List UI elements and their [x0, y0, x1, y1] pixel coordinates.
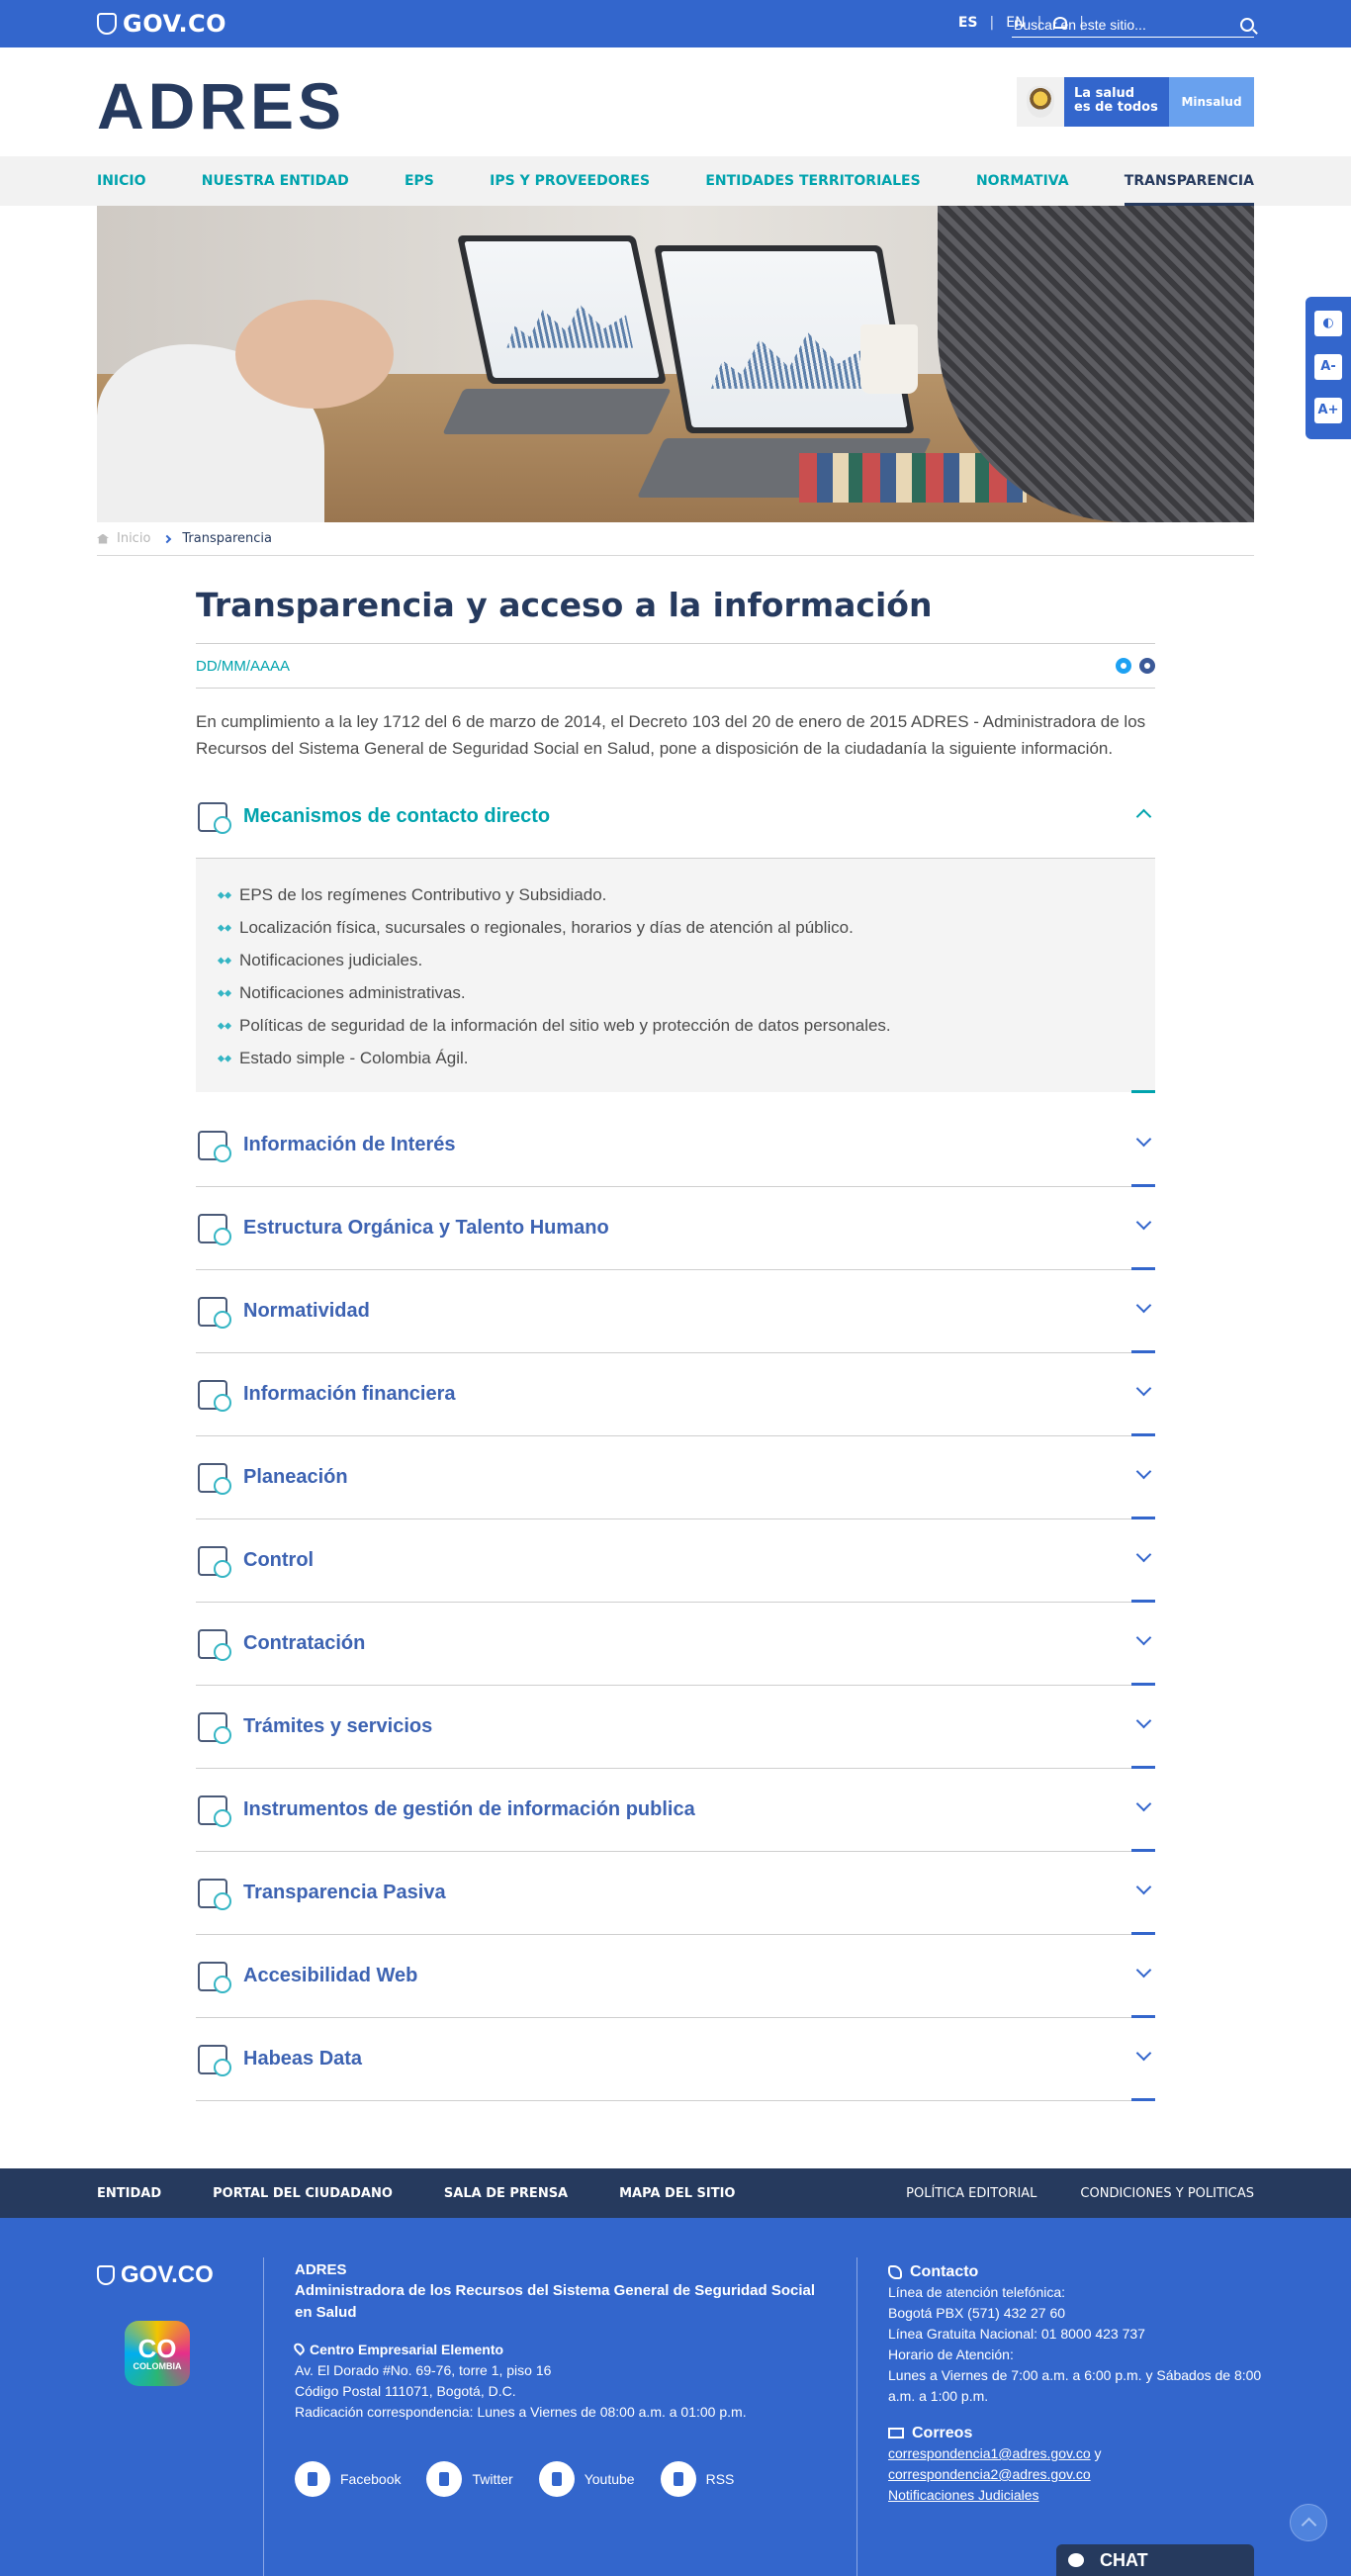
chevron-down-icon [1136, 1963, 1152, 1978]
chevron-down-icon [1136, 1215, 1152, 1231]
org-short-name: ADRES [295, 2261, 347, 2278]
date-share-bar [196, 643, 1155, 689]
chat-bubble-icon [1068, 2553, 1084, 2567]
accordion-header[interactable] [196, 1603, 1155, 1685]
chevron-down-icon [1136, 1381, 1152, 1397]
presentation-icon [196, 1459, 233, 1497]
accessibility-icon [196, 1958, 233, 1995]
contact-line: Línea de atención telefónica: [888, 2284, 1066, 2300]
org-full-name: Administradora de los Recursos del Sistema General de Seguridad Social en Salud [295, 2282, 816, 2321]
breadcrumb-current: Transparencia [182, 531, 272, 546]
money-bag-icon [196, 1376, 233, 1414]
list-item[interactable]: Notificaciones judiciales. [220, 944, 1131, 976]
govco-logo[interactable] [97, 10, 226, 38]
twitter-link[interactable] [426, 2461, 512, 2497]
home-icon [97, 534, 109, 544]
lang-separator: | [1036, 15, 1042, 31]
accordion-label: Mecanismos de contacto directo [243, 805, 551, 827]
magnifier-icon [196, 1875, 233, 1912]
mail-title: Correos [912, 2425, 973, 2441]
social-label: Twitter [472, 2471, 513, 2487]
breadcrumb [97, 522, 1254, 556]
slogan-line1: La salud [1074, 86, 1135, 101]
contact-title: Contacto [910, 2263, 979, 2280]
list-item[interactable]: Localización física, sucursales o regionales, horarios y días de atención al público. [220, 911, 1131, 944]
govco-shield-icon [97, 13, 117, 35]
accordion-label: Transparencia Pasiva [243, 1882, 446, 1903]
accordion-item-tramites [196, 1686, 1155, 1769]
chevron-down-icon [1136, 1796, 1152, 1812]
contract-icon [196, 1625, 233, 1663]
chevron-down-icon [1136, 1464, 1152, 1480]
list-item[interactable]: Estado simple - Colombia Ágil. [220, 1042, 1131, 1074]
search-input[interactable] [1012, 17, 1219, 33]
nav-item-inicio[interactable]: INICIO [97, 173, 146, 189]
accordion-label: Estructura Orgánica y Talento Humano [243, 1217, 609, 1239]
colombia-word: COLOMBIA [133, 2361, 182, 2371]
rss-icon [661, 2461, 696, 2497]
accordion-item-estructura [196, 1187, 1155, 1270]
nav-item-transparencia[interactable]: TRANSPARENCIA [1125, 156, 1254, 206]
lang-separator: | [989, 15, 995, 31]
accordion-label: Información de Interés [243, 1134, 456, 1155]
accordion-label: Contratación [243, 1632, 366, 1654]
colombia-seal-icon [1017, 77, 1064, 127]
site-footer [0, 2218, 1351, 2576]
accordion-item-instrumentos [196, 1769, 1155, 1852]
lang-es-link[interactable]: ES [957, 15, 978, 31]
accordion-label: Información financiera [243, 1383, 456, 1405]
accordion-header[interactable] [196, 1353, 1155, 1435]
page-title: Transparencia y acceso a la información [196, 586, 933, 624]
facebook-share-icon[interactable] [1139, 658, 1155, 674]
org-structure-icon [196, 1210, 233, 1247]
twitter-icon [426, 2461, 462, 2497]
back-to-top-button[interactable] [1290, 2504, 1327, 2541]
social-label: Youtube [584, 2471, 635, 2487]
social-links [295, 2461, 734, 2497]
phone-icon [888, 2265, 902, 2279]
data-protection-icon [196, 2041, 233, 2078]
address-line: Av. El Dorado #No. 69-76, torre 1, piso 16 [295, 2362, 552, 2378]
mail-link-2[interactable] [888, 2466, 1091, 2482]
accordion-label: Habeas Data [243, 2048, 363, 2070]
accordion-header[interactable] [196, 1519, 1155, 1602]
chevron-up-icon [1136, 809, 1152, 825]
social-label: RSS [705, 2471, 735, 2487]
building-icon [196, 1792, 233, 1829]
contact-line: Horario de Atención: [888, 2346, 1014, 2362]
search-icon[interactable] [1240, 18, 1254, 32]
chevron-down-icon [1136, 1630, 1152, 1646]
services-icon [196, 1708, 233, 1746]
nav-item-nuestra-entidad[interactable]: NUESTRA ENTIDAD [201, 173, 349, 189]
footer-link-mapa-sitio[interactable]: MAPA DEL SITIO [619, 2185, 736, 2201]
site-search [1012, 12, 1254, 38]
footer-link-condiciones[interactable]: CONDICIONES Y POLITICAS [1080, 2185, 1254, 2201]
accordion-header[interactable] [196, 1104, 1155, 1186]
accordion-underline [1131, 2098, 1155, 2101]
location-pin-icon [292, 2342, 307, 2356]
minsalud-logo[interactable] [1017, 77, 1254, 127]
lang-separator: | [1079, 15, 1084, 31]
rss-link[interactable] [661, 2461, 735, 2497]
gov-bar [0, 0, 1351, 47]
footer-link-politica-editorial[interactable]: POLÍTICA EDITORIAL [906, 2185, 1037, 2201]
decrease-font-button[interactable]: A- [1314, 354, 1342, 380]
publish-date: DD/MM/AAAA [196, 657, 291, 675]
increase-font-button[interactable]: A+ [1314, 398, 1342, 423]
address-block [295, 2340, 829, 2423]
contact-line: Lunes a Viernes de 7:00 a.m. a 6:00 p.m. y Sábados de 8:00 a.m. a 1:00 p.m. [888, 2367, 1262, 2404]
footer-govco-logo[interactable] [97, 2261, 214, 2289]
notificaciones-link-text: Notificaciones Judiciales [888, 2487, 1039, 2503]
accordion-label: Planeación [243, 1466, 348, 1488]
share-buttons [1116, 658, 1155, 674]
accordion-item-habeas-data [196, 2018, 1155, 2101]
nav-item-entidades-territoriales[interactable]: ENTIDADES TERRITORIALES [705, 173, 921, 189]
list-item[interactable]: EPS de los regímenes Contributivo y Subsidiado. [220, 878, 1131, 911]
govco-logo-text: GOV.CO [123, 10, 227, 38]
site-header [0, 47, 1351, 156]
twitter-share-icon[interactable] [1116, 658, 1131, 674]
accordion-header[interactable] [196, 1436, 1155, 1518]
facebook-icon [295, 2461, 330, 2497]
adres-logo-text: ADRES [97, 69, 346, 142]
address-line: Radicación correspondencia: Lunes a Viernes de 08:00 a.m. a 01:00 p.m. [295, 2404, 747, 2420]
mail-and: y [1094, 2445, 1102, 2461]
chat-label: CHAT [1100, 2549, 1148, 2570]
accordion-header[interactable] [196, 2018, 1155, 2100]
main-content [196, 584, 1155, 2101]
footer-link-portal-ciudadano[interactable]: PORTAL DEL CIUDADANO [213, 2185, 393, 2201]
accordion-item-contratacion [196, 1603, 1155, 1686]
govco-shield-icon [97, 2265, 115, 2285]
nav-item-eps[interactable]: EPS [404, 173, 434, 189]
youtube-icon [539, 2461, 575, 2497]
mail-link-1[interactable] [888, 2445, 1091, 2461]
accordion-label: Instrumentos de gestión de información publica [243, 1798, 695, 1820]
social-label: Facebook [340, 2471, 402, 2487]
ministry-name: Minsalud [1169, 77, 1254, 127]
accordion-item-control [196, 1519, 1155, 1603]
accordion-label: Normatividad [243, 1300, 370, 1322]
youtube-link[interactable] [539, 2461, 635, 2497]
chevron-down-icon [1136, 1132, 1152, 1148]
accordion-label: Control [243, 1549, 315, 1571]
accordion-item-informacion-interes [196, 1104, 1155, 1187]
accordion-item-normatividad [196, 1270, 1155, 1353]
footer-govco-text: GOV.CO [121, 2261, 214, 2288]
list-item[interactable]: Políticas de seguridad de la información del sitio web y protección de datos personales. [220, 1009, 1131, 1042]
list-item[interactable]: Notificaciones administrativas. [220, 976, 1131, 1009]
accordion-item-planeacion [196, 1436, 1155, 1519]
mail-icon [888, 2428, 904, 2438]
accordion-header[interactable] [196, 776, 1155, 858]
chevron-down-icon [1136, 1547, 1152, 1563]
footer-link-entidad[interactable]: ENTIDAD [97, 2185, 162, 2201]
transparency-accordion [196, 776, 1155, 2101]
footer-divider [263, 2257, 264, 2576]
slogan-line2: es de todos [1074, 100, 1158, 115]
footer-org-info [295, 2259, 829, 2423]
accordion-header[interactable] [196, 1852, 1155, 1934]
footer-divider [856, 2257, 857, 2576]
chevron-down-icon [1136, 1880, 1152, 1895]
contrast-toggle-button[interactable]: ◐ [1314, 311, 1342, 336]
colombia-logo-text [134, 2336, 182, 2371]
address-title: Centro Empresarial Elemento [310, 2342, 504, 2357]
hero-image [97, 206, 1254, 522]
accordion-label: Accesibilidad Web [243, 1965, 418, 1986]
accessibility-toolbar [1306, 297, 1351, 439]
colombia-co: CO [137, 2334, 177, 2363]
chevron-down-icon [1136, 1298, 1152, 1314]
information-icon [196, 1127, 233, 1164]
notificaciones-link[interactable] [888, 2487, 1039, 2503]
accordion-item-accesibilidad [196, 1935, 1155, 2018]
accordion-header[interactable] [196, 1187, 1155, 1269]
accordion-item-financiera [196, 1353, 1155, 1436]
accordion-header[interactable] [196, 1935, 1155, 2017]
contact-line: Bogotá PBX (571) 432 27 60 [888, 2305, 1066, 2321]
accordion-underline [1131, 1090, 1155, 1093]
mail-block [888, 2423, 1264, 2506]
main-nav [0, 156, 1351, 206]
scales-icon [196, 1293, 233, 1331]
adres-logo[interactable] [97, 69, 346, 142]
accordion-panel [196, 858, 1155, 1092]
chevron-right-icon [163, 534, 171, 542]
facebook-link[interactable] [295, 2461, 401, 2497]
nav-item-ips-proveedores[interactable]: IPS Y PROVEEDORES [490, 173, 651, 189]
footer-contact [888, 2261, 1264, 2506]
mail-link-2-text: correspondencia2@adres.gov.co [888, 2466, 1091, 2482]
nav-item-normativa[interactable]: NORMATIVA [975, 173, 1069, 189]
contact-line: Línea Gratuita Nacional: 01 8000 423 737 [888, 2326, 1145, 2342]
intro-text: En cumplimiento a la ley 1712 del 6 de marzo de 2014, el Decreto 103 del 20 de enero de 2015 ADRES - Administradora de los Recursos del Sistema General de Seguridad Social en Salud, pone a disposición de la ciudadanía la siguiente información. [196, 712, 1146, 758]
address-line: Código Postal 111071, Bogotá, D.C. [295, 2383, 516, 2399]
accordion-item-contacto [196, 776, 1155, 1092]
colombia-brand-logo[interactable] [125, 2321, 190, 2386]
chevron-down-icon [1136, 2046, 1152, 2062]
accordion-header[interactable] [196, 1686, 1155, 1768]
footer-link-sala-prensa[interactable]: SALA DE PRENSA [443, 2185, 569, 2201]
breadcrumb-home[interactable]: Inicio [117, 531, 151, 546]
control-panel-icon [196, 1542, 233, 1580]
accordion-label: Trámites y servicios [243, 1715, 433, 1737]
accordion-item-transparencia-pasiva [196, 1852, 1155, 1935]
contact-mechanisms-icon [196, 798, 233, 836]
accordion-header[interactable] [196, 1769, 1155, 1851]
footer-nav [0, 2168, 1351, 2218]
lang-en-link[interactable]: EN [1006, 15, 1026, 31]
slogan [1064, 77, 1169, 127]
accordion-header[interactable] [196, 1270, 1155, 1352]
chevron-down-icon [1136, 1713, 1152, 1729]
chat-button[interactable] [1056, 2544, 1254, 2576]
mail-link-1-text: correspondencia1@adres.gov.co [888, 2445, 1091, 2461]
